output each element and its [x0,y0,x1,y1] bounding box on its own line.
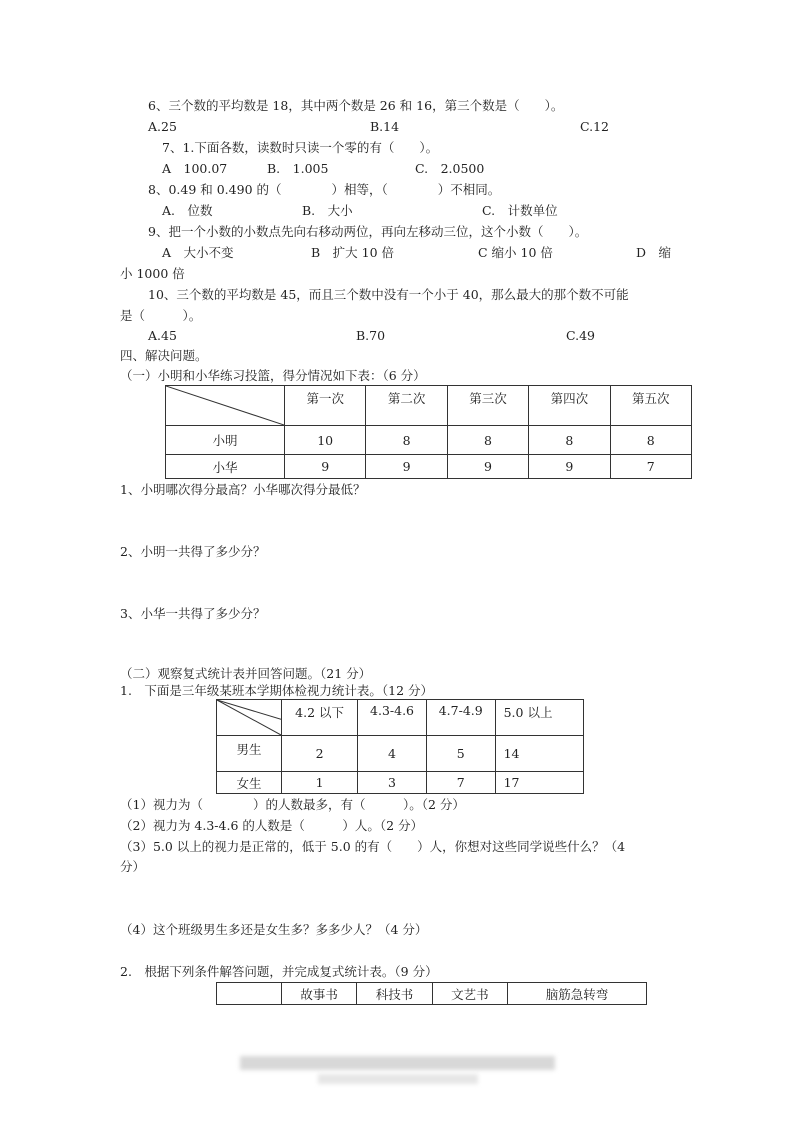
table-cell: 9 [447,455,528,479]
table-cell: 1 [282,772,358,794]
question-6: 6、三个数的平均数是 18，其中两个数是 26 和 16，第三个数是（ ）。 [148,98,564,113]
column-header: 科技书 [357,983,432,1005]
q9-option-d: D 缩 [636,245,672,260]
row-label: 男生 [217,736,282,772]
blurred-footer [240,1056,555,1070]
q6-option-a: A.25 [148,119,177,134]
row-label: 小华 [166,455,285,479]
q10-option-a: A.45 [148,328,177,343]
question-9: 9、把一个小数的小数点先向右移动两位，再向左移动三位，这个小数（ ）。 [148,224,588,239]
q6-option-c: C.12 [580,119,609,134]
book-table [216,982,647,1005]
table-cell: 7 [426,772,495,794]
blank-header-cell [217,983,282,1005]
table-cell: 8 [529,426,610,455]
sub-question-2: （2）视力为 4.3-4.6 的人数是（ ）人。（2 分） [120,818,424,833]
column-header: 脑筋急转弯 [508,983,647,1005]
column-header: 第五次 [610,386,691,426]
column-header: 第二次 [366,386,447,426]
column-header: 4.7-4.9 [426,700,495,736]
score-table [165,385,692,479]
table-cell: 2 [282,736,358,772]
part1-title: （一）小明和小华练习投篮，得分情况如下表：（6 分） [120,368,426,383]
q8-option-c: C. 计数单位 [482,203,558,218]
table-cell: 4 [358,736,427,772]
table-cell: 9 [285,455,366,479]
q9-option-d-continued: 小 1000 倍 [120,266,185,281]
table-cell: 14 [495,736,583,772]
diagonal-header-cell [166,386,285,426]
part1-question-1: 1、小明哪次得分最高？小华哪次得分最低？ [120,482,366,497]
question-7: 7、1.下面各数，读数时只读一个零的有（ ）。 [162,140,439,155]
table-cell: 10 [285,426,366,455]
part1-question-2: 2、小明一共得了多少分？ [120,544,266,559]
q9-option-a: A 大小不变 [162,245,234,260]
question-8: 8、0.49 和 0.490 的（ ）相等，（ ）不相同。 [148,182,501,197]
diagonal-header-cell [217,700,282,736]
part2-question-1-title: 1. 下面是三年级某班本学期体检视力统计表。（12 分） [120,683,434,698]
blurred-footer-line [318,1074,478,1084]
table-cell: 8 [610,426,691,455]
table-cell: 9 [366,455,447,479]
q6-option-b: B.14 [370,119,400,134]
column-header: 4.3-4.6 [358,700,427,736]
q7-option-c: C. 2.0500 [415,161,485,176]
table-cell: 8 [366,426,447,455]
part1-question-3: 3、小华一共得了多少分？ [120,606,266,621]
table-cell: 17 [495,772,583,794]
column-header: 故事书 [282,983,357,1005]
sub-question-1: （1）视力为（ ）的人数最多，有（ ）。（2 分） [120,797,465,812]
question-10-continued: 是（ ）。 [120,308,202,323]
sub-question-3: （3）5.0 以上的视力是正常的，低于 5.0 的有（ ）人，你想对这些同学说些什么？（4 [120,839,626,854]
table-cell: 9 [529,455,610,479]
column-header: 第一次 [285,386,366,426]
row-label: 小明 [166,426,285,455]
table-cell: 8 [447,426,528,455]
q7-option-a: A 100.07 [162,161,228,176]
part2-question-2-title: 2. 根据下列条件解答问题，并完成复式统计表。（9 分） [120,964,438,979]
column-header: 4.2 以下 [282,700,358,736]
question-10: 10、三个数的平均数是 45，而且三个数中没有一个小于 40，那么最大的那个数不可能 [148,287,629,302]
q9-option-c: C 缩小 10 倍 [478,245,553,260]
column-header: 5.0 以上 [495,700,583,736]
vision-table [216,699,584,794]
table-cell: 3 [358,772,427,794]
q10-option-b: B.70 [356,328,386,343]
sub-question-4: （4）这个班级男生多还是女生多？多多少人？（4 分） [120,922,428,937]
part2-title: （二）观察复式统计表并回答问题。（21 分） [120,666,372,681]
column-header: 第三次 [447,386,528,426]
column-header: 第四次 [529,386,610,426]
q8-option-b: B. 大小 [302,203,353,218]
column-header: 文艺书 [432,983,507,1005]
q9-option-b: B 扩大 10 倍 [311,245,395,260]
row-label: 女生 [217,772,282,794]
sub-question-3-continued: 分） [120,859,146,874]
q7-option-b: B. 1.005 [267,161,329,176]
table-cell: 7 [610,455,691,479]
q10-option-c: C.49 [566,328,595,343]
table-cell: 5 [426,736,495,772]
q8-option-a: A. 位数 [162,203,213,218]
section-heading: 四、解决问题。 [120,348,208,363]
